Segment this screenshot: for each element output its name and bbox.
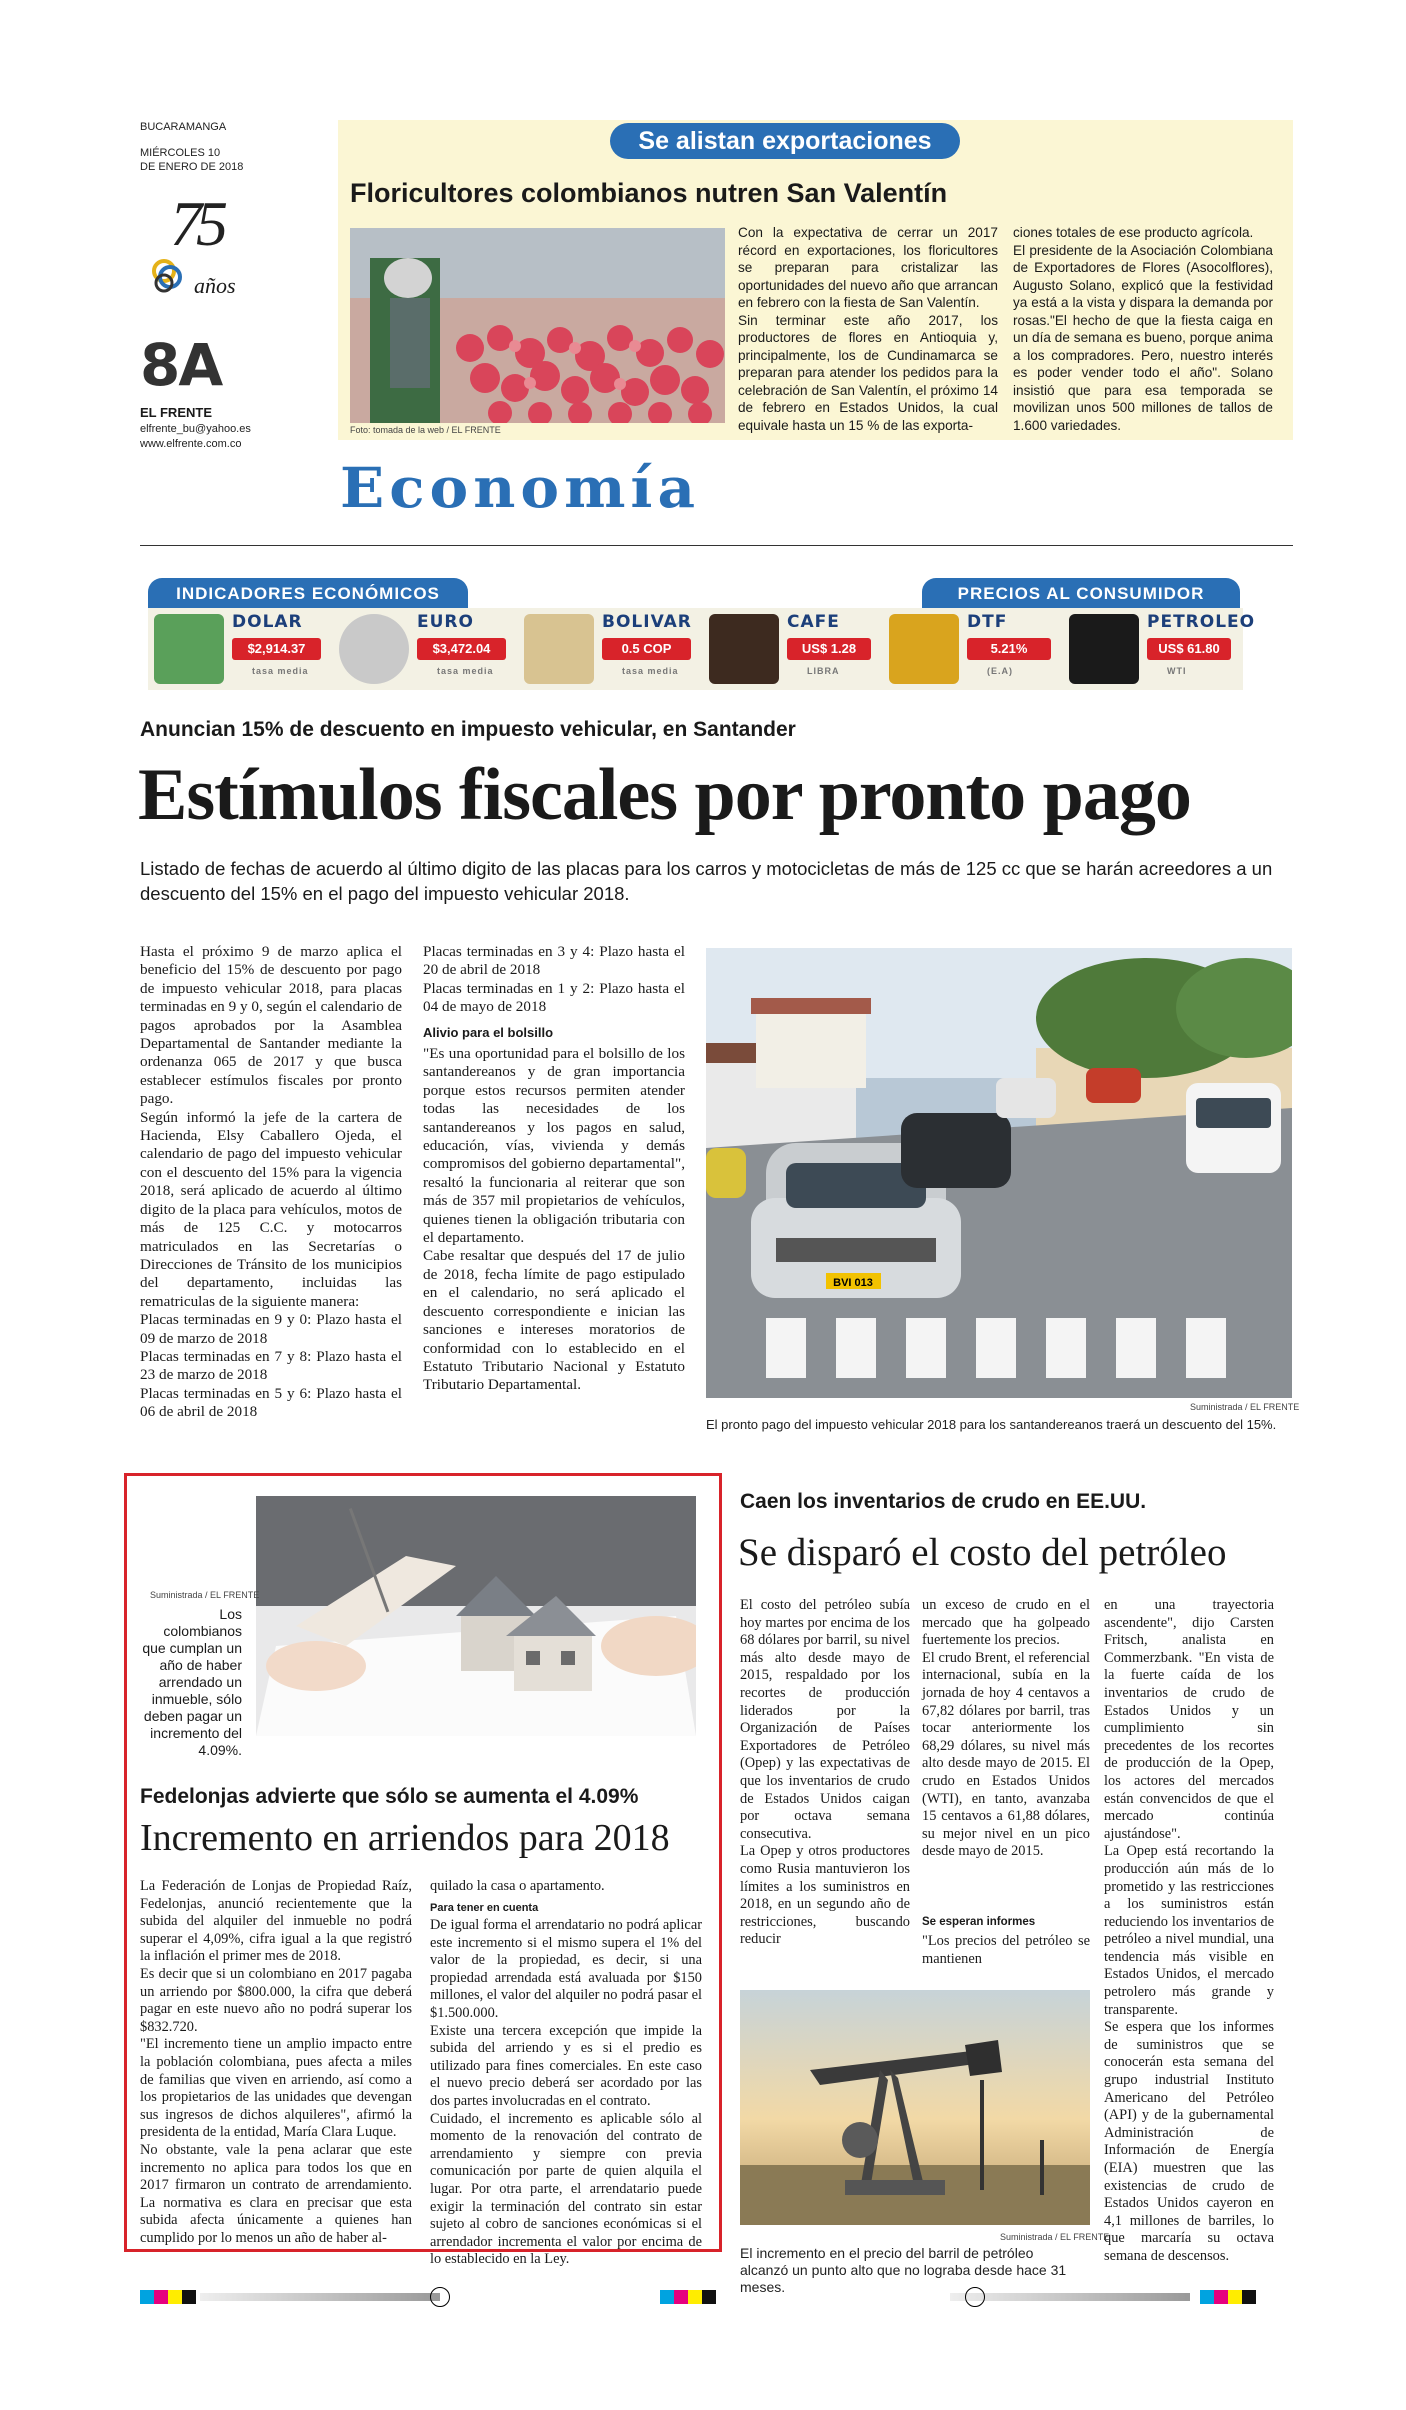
indicator-subtitle: tasa media — [622, 666, 679, 676]
indicators-title: INDICADORES ECONÓMICOS — [176, 584, 440, 603]
rent-column-2a: quilado la casa o apartamento. — [430, 1878, 605, 1894]
rent-column-2b: De igual forma el arrendatario no podrá aplicar este incremento si el mismo supera el 1% del valor de la propiedad, es decir, si una propiedad arrendada está avaluada por $150 millones, el valor del alquiler no podrá pasar el $1.500.000. Existe una tercera excepción que impide la subida del arriendo y es si el predio es utilizado para fines comerciales. En este caso el nuevo precio deberá ser acordado por las dos partes involucradas en el contrato. Cuidado, el incremento es aplicable sólo al momento de la renovación del contrato de arrendamiento y siempre con previa comunicación por parte de quien alquila el lugar. Por otra parte, el arrendatario puede exigir la terminación del contrato sin estar sujeto al cobro de sanciones económicas si el arrendador incrementa el valor por encima de lo establecido en la Ley. — [430, 1917, 702, 2268]
roses-photo — [350, 228, 725, 423]
oil-column-1: El costo del petróleo subía hoy martes por encima de los 68 dólares por barril, su nivel más alto desde mayo de 2015, respaldado por los recortes de producción liderados por la Organización de Países Exportadores de Petróleo (Opep) y las expectativas de que los inventarios de crudo de Estados Unidos caigan por octava semana consecutiva. La Opep y otros productores como Rusia mantuvieron los límites a los suministros en 2018, en un segundo año de restricciones, buscando reducir — [740, 1597, 910, 1948]
gold-coins-icon — [889, 614, 959, 684]
anniversary-number: 75 — [170, 188, 222, 259]
city-label: BUCARAMANGA — [140, 121, 227, 133]
indicator-cafe — [703, 608, 883, 690]
indicator-label: BOLIVAR — [602, 612, 692, 632]
indicators-tab-left — [148, 578, 468, 608]
oil-pump-icon — [1069, 614, 1139, 684]
oil-kicker: Caen los inventarios de crudo en EE.UU. — [740, 1490, 1147, 1513]
rent-headline: Incremento en arriendos para 2018 — [140, 1817, 670, 1859]
promo-box — [338, 120, 1293, 440]
euro-coin-icon — [339, 614, 409, 684]
indicator-label: EURO — [417, 612, 474, 632]
indicator-subtitle: WTI — [1167, 666, 1187, 676]
street-cars-photo — [706, 948, 1292, 1398]
rent-photo-caption: Los colombianos que cumplan un año de haber arrendado un inmueble, sólo deben pagar un incremento del 4.09%. — [142, 1606, 242, 1758]
website-link[interactable]: www.elfrente.com.co — [140, 438, 242, 450]
coffee-beans-icon — [709, 614, 779, 684]
indicator-label: DOLAR — [232, 612, 303, 632]
oil-pump-photo — [740, 1990, 1090, 2225]
oil-photo-caption: El incremento en el precio del barril de petróleo alcanzó un punto alto que no lograba desde hace 31 meses. — [740, 2245, 1067, 2295]
indicator-dtf — [883, 608, 1063, 690]
lead-deck: Listado de fechas de acuerdo al último digito de las placas para los carros y motocicletas de más de 125 cc que se harán acreedores a un descuento del 15% en el pago del impuesto vehicular 2018. — [140, 858, 1273, 904]
indicator-value: 5.21% — [967, 638, 1051, 660]
rent-column-1: La Federación de Lonjas de Propiedad Raíz, Fedelonjas, anunció recientemente que la subida del alquiler del inmueble no podrá superar el 4,09%, cifra igual a la que registró la inflación el primer mes de 2018. Es decir que si un colombiano en 2017 pagaba un arriendo por $800.000, la cifra que deberá pagar en este nuevo año no podrá superar los $832.720. "El incremento tiene un amplio impacto entre la población colombiana, pues afecta a miles de familias que viven en arriendo, así como a los propietarios de las unidades que devengan sus ingresos de dichos alquileres", afirmó la presidenta de la entidad, María Clara Luque. No obstante, vale la pena aclarar que este incremento no aplica para todos los que en 2017 firmaron un contrato de arrendamiento. La normativa es clara en precisar que esta subida afecta únicamente a quienes han cumplido por lo menos un año de haber al- — [140, 1878, 412, 2246]
lead-photo-caption: El pronto pago del impuesto vehicular 2018 para los santandereanos traerá un descuento del 15%. — [706, 1417, 1277, 1432]
registration-mark-icon — [430, 2287, 450, 2307]
promo-title: Floricultores colombianos nutren San Valentín — [350, 178, 948, 208]
bolivar-bills-icon — [524, 614, 594, 684]
paper-name: EL FRENTE — [140, 405, 212, 420]
oil-headline: Se disparó el costo del petróleo — [738, 1531, 1227, 1574]
indicator-subtitle: tasa media — [252, 666, 309, 676]
registration-mark-icon — [965, 2287, 985, 2307]
indicator-value: US$ 61.80 — [1147, 638, 1231, 660]
anniversary-logo — [150, 188, 270, 310]
lead-column-2a: Placas terminadas en 3 y 4: Plazo hasta el 20 de abril de 2018 Placas terminadas en 1 y 2: Plazo hasta el 04 de mayo de 2018 — [423, 943, 685, 1016]
promo-photo-credit: Foto: tomada de la web / EL FRENTE — [350, 425, 501, 435]
contact-email[interactable]: elfrente_bu@yahoo.es — [140, 423, 251, 435]
lead-kicker: Anuncian 15% de descuento en impuesto vehicular, en Santander — [140, 718, 796, 741]
promo-column-2: ciones totales de ese producto agrícola. El presidente de la Asociación Colombiana de Exportadores de Flores (Asocolflores), Augusto Solano, explicó que la festividad ya está a la vista y dispara la demanda por rosas."El hecho de que la fiesta caiga en un día de semana es bueno, porque anima a los compradores. Pero, nuestro interés es poder vender todo el año". Solano insistió que para esa temporada se movilizan unos 500 millones de tallos de 1.600 variedades. — [1013, 225, 1273, 433]
oil-column-2b: "Los precios del petróleo se mantienen — [922, 1933, 1090, 1967]
lead-subhead: Alivio para el bolsillo — [423, 1025, 554, 1040]
promo-column-1: Con la expectativa de cerrar un 2017 récord en exportaciones, los floricultores se preparan para cristalizar las oportunidades del nuevo año que arrancan en febrero con la fiesta de San Valentín. Sin terminar este año 2017, los productores de flores en Antioquia y, principalmente, los de Cundinamarca se preparan para atender los pedidos para la celebración de San Valentín, el próximo 14 de febrero en Estados Unidos, la cual equivale hasta un 15 % de las exporta- — [738, 225, 998, 433]
indicators-tab-right — [922, 578, 1240, 608]
indicator-value: 0.5 COP — [602, 638, 691, 660]
indicator-bolivar — [518, 608, 703, 690]
lead-photo-credit: Suministrada / EL FRENTE — [1190, 1402, 1300, 1412]
license-plate: BVI 013 — [833, 1277, 873, 1289]
rent-subhead: Para tener en cuenta — [430, 1902, 539, 1914]
indicator-subtitle: (E.A) — [987, 666, 1013, 676]
print-color-bar — [140, 2290, 1293, 2304]
house-contract-photo — [256, 1496, 696, 1736]
lead-column-2b: "Es una oportunidad para el bolsillo de los santandereanos y de gran importancia porque estos recursos permiten atender todas las necesidades de los santandereanos y los pagos en salud, educación, vías, vivienda y demás compromisos del gobierno departamental", resaltó la funcionaria al reiterar que son más de 357 mil propietarios de vehículos, quienes tienen la obligación tributaria con el departamento. Cabe resaltar que después del 17 de julio de 2018, fecha límite de pago estipulado en el calendario, no será aplicado el descuento correspondiente e inician las sanciones e intereses moratorios de conformidad con lo establecido en el Estatuto Tributario Nacional y Estatuto Tributario Departamental. — [423, 1045, 685, 1394]
anniversary-rings-icon — [150, 255, 190, 295]
indicator-subtitle: tasa media — [437, 666, 494, 676]
section-divider — [140, 545, 1293, 546]
lead-headline: Estímulos fiscales por pronto pago — [138, 754, 1191, 836]
indicator-value: $3,472.04 — [417, 638, 506, 660]
promo-pill: Se alistan exportaciones — [610, 123, 960, 159]
anniversary-word: años — [194, 273, 236, 298]
indicator-subtitle: LIBRA — [807, 666, 840, 676]
indicator-petroleo — [1063, 608, 1256, 690]
oil-photo-credit: Suministrada / EL FRENTE — [1000, 2232, 1110, 2242]
rent-kicker: Fedelonjas advierte que sólo se aumenta el 4.09% — [140, 1785, 639, 1808]
indicator-value: US$ 1.28 — [787, 638, 871, 660]
indicator-label: PETROLEO — [1147, 612, 1256, 632]
indicator-value: $2,914.37 — [232, 638, 321, 660]
issue-date: MIÉRCOLES 10 DE ENERO DE 2018 — [140, 147, 244, 173]
indicator-label: DTF — [967, 612, 1008, 632]
page-number: 8A — [140, 331, 222, 399]
oil-column-3: en una trayectoria ascendente", dijo Carsten Fritsch, analista en Commerzbank. "En vista de la fuerte caída de los inventarios de crudo de Estados Unidos y un cumplimiento sin precedentes de los recortes de producción de la Opep, los actores del mercados están convencidos de que el mercado continúa ajustándose". La Opep está recortando la producción aún más de lo prometido y las restricciones a los suministros están reduciendo los inventarios de petróleo a nivel mundial, una tendencia más visible en Estados Unidos, el mercado petrolero más grande y transparente. Se espera que los informes de suministros que se conocerán esta semana del grupo industrial Instituto Americano del Petróleo (API) y de la gubernamental Administración de Información de Energía (EIA) muestren que las existencias de crudo de Estados Unidos cayeron en 4,1 millones de barriles, lo que marcaría su octava semana de descensos. — [1104, 1597, 1274, 2264]
indicator-dolar — [148, 608, 333, 690]
rent-photo-credit: Suministrada / EL FRENTE — [150, 1590, 260, 1600]
section-title: Economía — [340, 455, 701, 521]
indicator-euro — [333, 608, 518, 690]
oil-subhead: Se esperan informes — [922, 1916, 1036, 1928]
oil-column-2a: un exceso de crudo en el mercado que ha golpeado fuertemente los precios. El crudo Brent, el referencial internacional, subía en la jornada de hoy 4 centavos a 67,82 dólares por barril, tras tocar anteriormente los 68,29 dólares, su nivel más alto desde mayo de 2015. El crudo en Estados Unidos (WTI), en tanto, avanzaba 15 centavos a 61,88 dólares, su mejor nivel en un pico desde mayo de 2015. — [922, 1597, 1090, 1860]
indicators-bar — [140, 578, 1293, 698]
consumer-prices-title: PRECIOS AL CONSUMIDOR — [957, 584, 1205, 603]
lead-column-1: Hasta el próximo 9 de marzo aplica el beneficio del 15% de descuento por pago de impuesto vehicular 2018, para placas terminadas en 9 y 0, según el calendario de pagos aprobados por la Asamblea Departamental de Santander mediante la ordenanza 065 de 2017 y que busca establecer estímulos fiscales por pronto pago. Según informó la jefe de la cartera de Hacienda, Elsy Caballero Ojeda, el calendario de pago del impuesto vehicular con el descuento del 15% para la vigencia 2018, será aplicado de acuerdo al último digito de la placa para vehículos, motos de más de 125 C.C. y motocarros matriculados en las Secretarías o Direcciones de Tránsito de los municipios del departamento, incluidas las rematriculas de la siguiente manera: Placas terminadas en 9 y 0: Plazo hasta el 09 de marzo de 2018 Placas terminadas en 7 y 8: Plazo hasta el 23 de marzo de 2018 Placas terminadas en 5 y 6: Plazo hasta el 06 de abril de 2018 — [140, 943, 402, 1421]
money-icon — [154, 614, 224, 684]
indicator-label: CAFE — [787, 612, 840, 632]
